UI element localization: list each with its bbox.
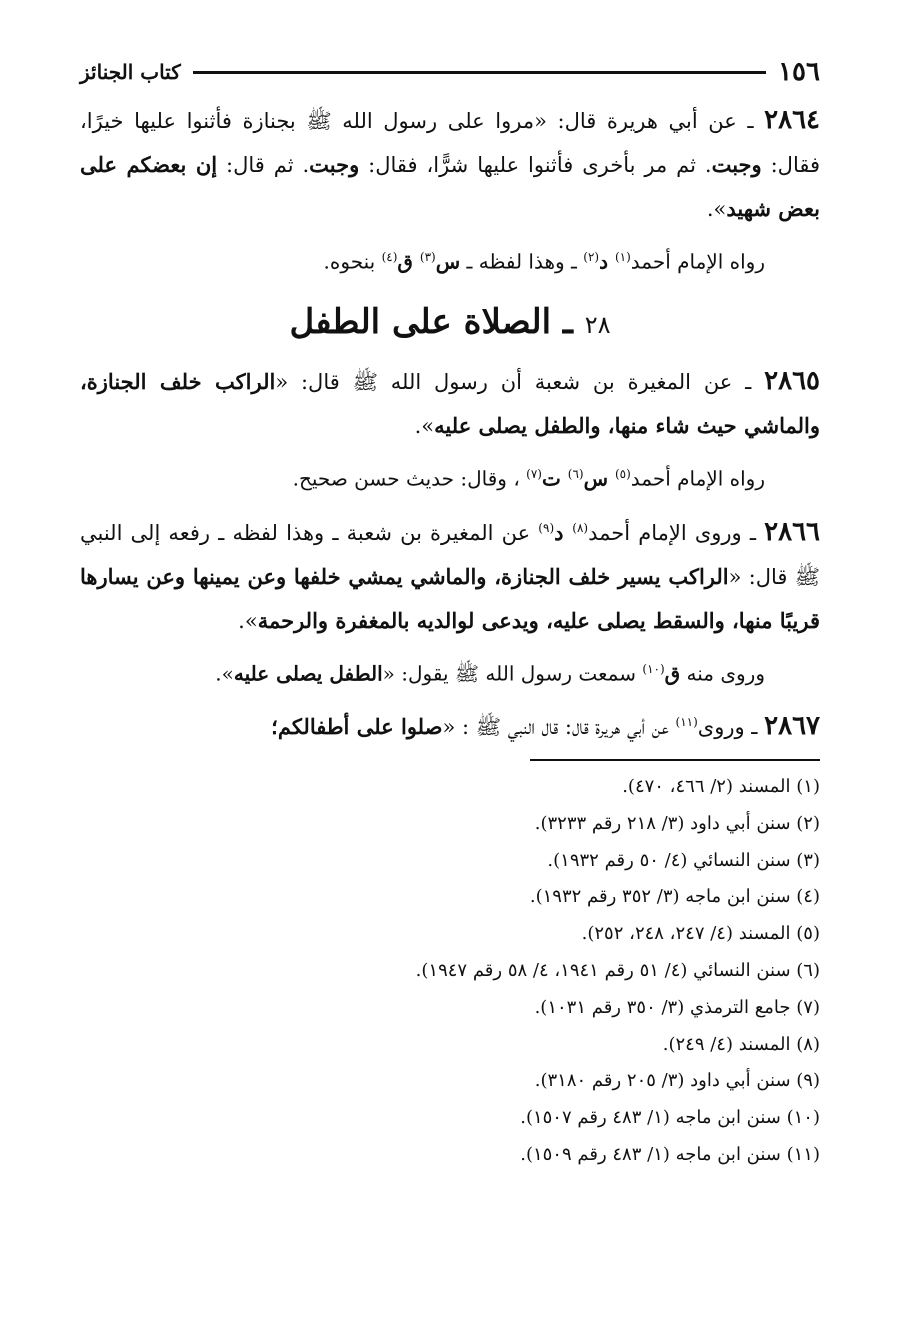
hadith-2867: ٢٨٦٧ ـ وروى$^{(١١)}$ عن أبي هريرة قال: قال النبي ﷺ : «صلوا على أطفالكم؛	[271, 710, 820, 741]
footnote: (١) المسند (٢/ ٤٦٦، ٤٧٠).	[622, 775, 820, 797]
footnote-list	[80, 769, 820, 1174]
narration-2866: وروى منه ق$^{(١٠)}$ سمعت رسول الله ﷺ يقول: «الطفل يصلى عليه».	[215, 661, 765, 686]
footnote-ref[interactable]: (١١)	[675, 714, 698, 729]
narration-2865: رواه الإمام أحمد$^{(٥)}$ س$^{(٦)}$ ت$^{(٧)}$ ، وقال: حديث حسن صحيح.	[292, 466, 765, 491]
narration-2864: رواه الإمام أحمد$^{(١)}$ د$^{(٢)}$ ـ وهذا لفظه ـ س$^{(٣)}$ ق$^{(٤)}$ بنحوه.	[323, 249, 765, 274]
hadith-2864: ٢٨٦٤ ـ عن أبي هريرة قال: «مروا على رسول الله ﷺ بجنازة فأثنوا عليها خيرًا، فقال: وجبت. ثم مر بأخرى فأثنوا عليها شرًّا، فقال: وجبت. ثم قال: إن بعضكم على بعض شهيد».	[80, 105, 821, 221]
footnote-ref[interactable]: (١)	[614, 250, 631, 264]
hadith-number: ٢٨٦٥	[764, 365, 820, 396]
footnote-ref[interactable]: (١٠)	[642, 662, 665, 677]
footnote-separator	[530, 759, 820, 761]
chapter-heading	[80, 294, 820, 353]
hadith-number: ٢٨٦٦	[764, 517, 820, 548]
chapter-title: ـ الصلاة على الطفل	[289, 301, 585, 342]
footnote: (١١) سنن ابن ماجه (١/ ٤٨٣ رقم ١٥٠٩).	[520, 1143, 820, 1165]
footnote: (٥) المسند (٤/ ٢٤٧، ٢٤٨، ٢٥٢).	[581, 923, 820, 945]
footnote-ref[interactable]: (٩)	[538, 521, 555, 536]
footnote-ref[interactable]: (٧)	[526, 466, 542, 481]
footnote: (٤) سنن ابن ماجه (٣/ ٣٥٢ رقم ١٩٣٢).	[529, 886, 820, 908]
header-rule	[193, 71, 766, 74]
footnote-ref[interactable]: (٨)	[572, 521, 589, 536]
footnote-ref[interactable]: (٦)	[567, 466, 584, 481]
page-header	[80, 52, 820, 92]
footnote: (٨) المسند (٤/ ٢٤٩).	[662, 1033, 820, 1055]
footnote: (٢) سنن أبي داود (٣/ ٢١٨ رقم ٣٢٣٣).	[534, 812, 820, 834]
hadith-2865: ٢٨٦٥ ـ عن المغيرة بن شعبة أن رسول الله ﷺ قال: «الراكب خلف الجنازة، والماشي حيث شاء منها، والطفل يصلى عليه».	[80, 365, 820, 438]
footnote: (٧) جامع الترمذي (٣/ ٣٥٠ رقم ١٠٣١).	[534, 996, 820, 1018]
footnote: (٣) سنن النسائي (٤/ ٥٠ رقم ١٩٣٢).	[547, 849, 820, 871]
book-title: كتاب الجنائز	[80, 60, 181, 84]
hadith-number: ٢٨٦٧	[764, 710, 820, 741]
footnote: (١٠) سنن ابن ماجه (١/ ٤٨٣ رقم ١٥٠٧).	[520, 1107, 820, 1129]
footnote-ref[interactable]: (٣)	[419, 250, 436, 264]
footnote-ref[interactable]: (٤)	[381, 250, 398, 264]
chapter-number: ٢٨	[584, 310, 611, 339]
hadith-2866: ٢٨٦٦ ـ وروى الإمام أحمد$^{(٨)}$ د$^{(٩)}$ عن المغيرة بن شعبة ـ وهذا لفظه ـ رفعه إلى النبي ﷺ قال: «الراكب يسير خلف الجنازة، والماشي يمشي خلفها وعن يمينها وعن يسارها قريبًا منها، والسقط يصلى عليه، ويدعى لوالديه بالمغفرة والرحمة».	[80, 517, 821, 634]
footnote-ref[interactable]: (٢)	[583, 250, 600, 264]
footnote: (٩) سنن أبي داود (٣/ ٢٠٥ رقم ٣١٨٠).	[534, 1070, 820, 1092]
hadith-number: ٢٨٦٤	[764, 105, 820, 135]
footnote: (٦) سنن النسائي (٤/ ٥١ رقم ١٩٤١، ٤/ ٥٨ رقم ١٩٤٧).	[415, 959, 820, 981]
page-number: ١٥٦	[778, 57, 820, 87]
footnote-ref[interactable]: (٥)	[614, 466, 631, 481]
book-page	[80, 52, 820, 1174]
